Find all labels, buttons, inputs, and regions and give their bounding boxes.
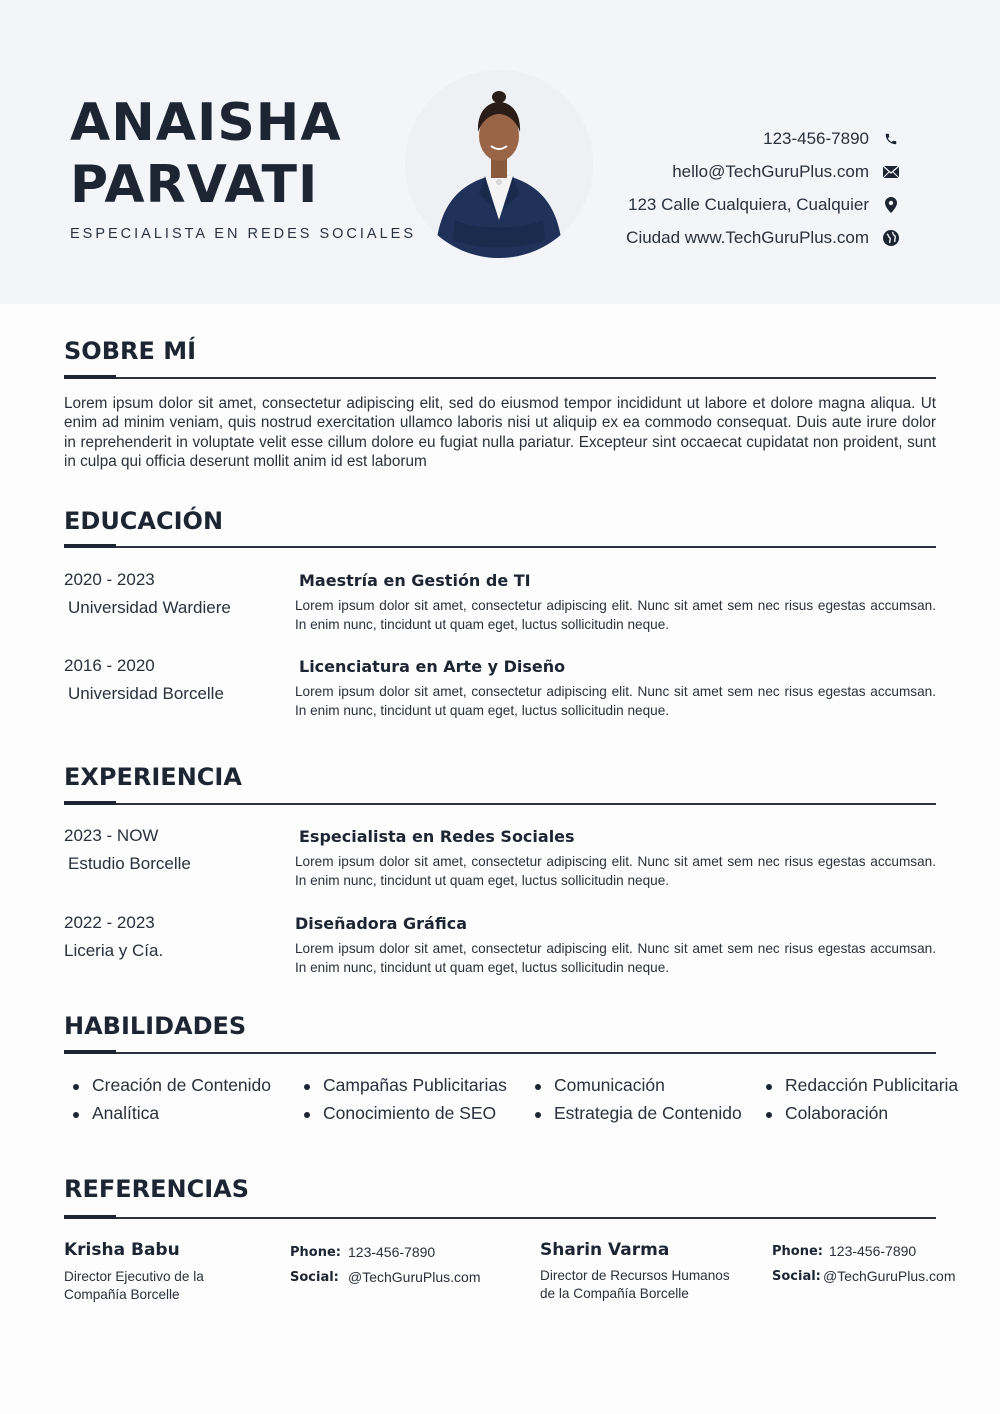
location-pin-icon xyxy=(882,196,900,214)
contact-email[interactable] xyxy=(626,155,900,188)
contact-block xyxy=(626,122,900,254)
about-title: SOBRE MÍ xyxy=(64,337,197,365)
skill-item: Comunicación xyxy=(533,1075,665,1096)
name-line-1: ANAISHA xyxy=(70,93,342,153)
education-desc: Lorem ipsum dolor sit amet, consectetur adipiscing elit. Nunc sit amet sem nec risus egestas accumsan. In enim nunc, tincidunt ut quam eget, luctus sollicitudin neque. xyxy=(295,684,936,718)
experience-company: Estudio Borcelle xyxy=(68,854,191,873)
about-divider xyxy=(64,377,936,379)
education-years: 2020 - 2023 xyxy=(64,570,155,589)
reference-social[interactable]: @TechGuruPlus.com xyxy=(823,1268,956,1284)
contact-web-text: Ciudad www.TechGuruPlus.com xyxy=(626,227,869,247)
contact-address xyxy=(626,188,900,221)
profile-photo xyxy=(405,70,593,258)
education-years: 2016 - 2020 xyxy=(64,656,155,675)
experience-desc: Lorem ipsum dolor sit amet, consectetur adipiscing elit. Nunc sit amet sem nec risus egestas accumsan. In enim nunc, tincidunt ut quam eget, luctus sollicitudin neque. xyxy=(295,854,936,888)
reference-phone-label: Phone: xyxy=(772,1244,823,1259)
contact-phone-text: 123-456-7890 xyxy=(763,128,869,148)
contact-web[interactable] xyxy=(626,221,900,254)
phone-icon xyxy=(882,130,900,148)
reference-phone-label: Phone: xyxy=(290,1245,341,1260)
globe-icon xyxy=(882,229,900,247)
contact-address-text: 123 Calle Cualquiera, Cualquier xyxy=(628,194,869,214)
skill-item: Conocimiento de SEO xyxy=(302,1103,496,1124)
skills-title: HABILIDADES xyxy=(64,1012,247,1040)
contact-email-text: hello@TechGuruPlus.com xyxy=(672,161,869,181)
reference-social[interactable]: @TechGuruPlus.com xyxy=(348,1269,481,1285)
person-portrait-icon xyxy=(405,70,593,258)
references-divider xyxy=(64,1217,936,1219)
education-degree: Maestría en Gestión de TI xyxy=(299,571,531,590)
reference-social-label: Social: xyxy=(772,1269,821,1284)
experience-years: 2023 - NOW xyxy=(64,826,159,845)
skill-item: Redacción Publicitaria xyxy=(764,1075,958,1096)
skill-item: Creación de Contenido xyxy=(71,1075,271,1096)
reference-role: Director de Recursos Humanos de la Compañía Borcelle xyxy=(540,1268,730,1301)
header-band xyxy=(0,0,1000,304)
reference-name: Krisha Babu xyxy=(64,1240,180,1260)
experience-company: Liceria y Cía. xyxy=(64,941,164,960)
education-school: Universidad Wardiere xyxy=(68,598,231,617)
education-degree: Licenciatura en Arte y Diseño xyxy=(299,657,566,676)
experience-divider xyxy=(64,803,936,805)
skill-item: Colaboración xyxy=(764,1103,888,1124)
skill-item: Campañas Publicitarias xyxy=(302,1075,507,1096)
job-title: ESPECIALISTA EN REDES SOCIALES xyxy=(70,226,416,242)
education-title: EDUCACIÓN xyxy=(64,507,224,535)
skills-divider xyxy=(64,1052,936,1054)
envelope-icon xyxy=(882,163,900,181)
experience-role: Especialista en Redes Sociales xyxy=(299,827,575,846)
reference-role: Director Ejecutivo de la Compañía Borcelle xyxy=(64,1269,204,1302)
about-text: Lorem ipsum dolor sit amet, consectetur adipiscing elit, sed do eiusmod tempor incididunt ut labore et dolore magna aliqua. Ut enim ad minim veniam, quis nostrud exercitation ullamco laboris nisi ut aliquip ex ea commodo consequat. Duis aute irure dolor in reprehenderit in voluptate velit esse cillum dolore eu fugiat nulla pariatur. Excepteur sint occaecat cupidatat non proident, sunt in culpa qui officia deserunt mollit anim id est laborum xyxy=(64,395,936,470)
name-line-2: PARVATI xyxy=(70,155,319,215)
experience-years: 2022 - 2023 xyxy=(64,913,155,932)
education-divider xyxy=(64,546,936,548)
reference-social-label: Social: xyxy=(290,1270,339,1285)
skill-item: Analítica xyxy=(71,1103,159,1124)
experience-role: Diseñadora Gráfica xyxy=(295,914,467,933)
reference-phone: 123-456-7890 xyxy=(829,1243,917,1259)
reference-name: Sharin Varma xyxy=(540,1240,670,1260)
reference-phone: 123-456-7890 xyxy=(348,1244,436,1260)
education-desc: Lorem ipsum dolor sit amet, consectetur adipiscing elit. Nunc sit amet sem nec risus egestas accumsan. In enim nunc, tincidunt ut quam eget, luctus sollicitudin neque. xyxy=(295,598,936,632)
candidate-name xyxy=(70,92,342,216)
education-school: Universidad Borcelle xyxy=(68,684,224,703)
experience-desc: Lorem ipsum dolor sit amet, consectetur adipiscing elit. Nunc sit amet sem nec risus egestas accumsan. In enim nunc, tincidunt ut quam eget, luctus sollicitudin neque. xyxy=(295,941,936,975)
references-title: REFERENCIAS xyxy=(64,1175,250,1203)
contact-phone[interactable] xyxy=(626,122,900,155)
skill-item: Estrategia de Contenido xyxy=(533,1103,742,1124)
experience-title: EXPERIENCIA xyxy=(64,763,242,791)
